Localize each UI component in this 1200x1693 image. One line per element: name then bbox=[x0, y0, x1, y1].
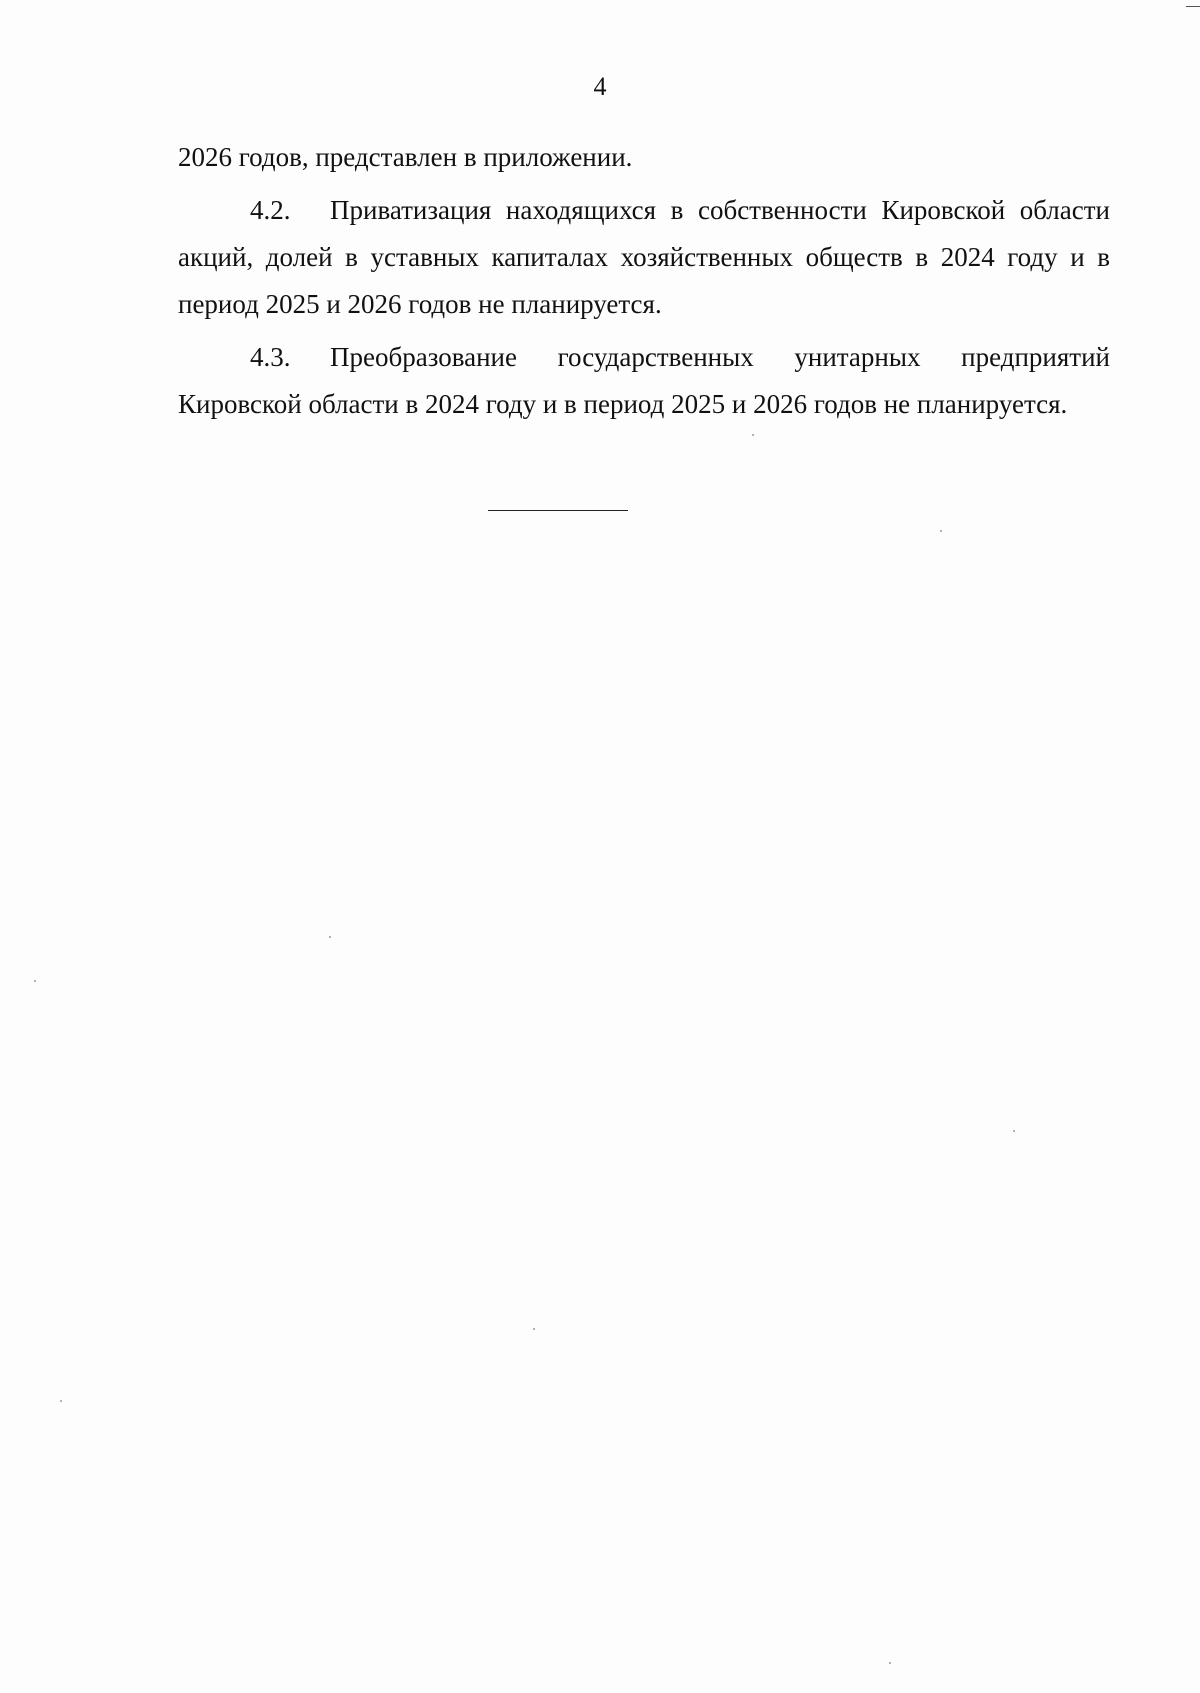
paragraph-4-3 bbox=[178, 334, 1110, 428]
scan-speck bbox=[533, 1328, 535, 1330]
scan-speck bbox=[1013, 1130, 1015, 1132]
paragraph-text: Приватизация находящихся в собственности Кировской области акций, долей в уставных капиталах хозяйственных обществ в 2024 году и в период 2025 и 2026 годов не планируется. bbox=[178, 195, 1110, 319]
scan-speck bbox=[34, 980, 36, 982]
scan-speck bbox=[329, 936, 331, 938]
paragraph-text: 2026 годов, представлен в приложении. bbox=[178, 142, 633, 172]
scan-speck bbox=[940, 530, 942, 532]
end-of-text-rule bbox=[488, 510, 628, 511]
paragraph-text: Преобразование государственных унитарных предприятий Кировской области в 2024 году и в период 2025 и 2026 годов не планируется. bbox=[178, 342, 1110, 419]
paragraph-number: 4.2. bbox=[250, 195, 291, 225]
scan-speck bbox=[889, 1662, 891, 1664]
paragraph-continuation bbox=[178, 134, 1110, 181]
scan-speck bbox=[752, 434, 754, 436]
scan-corner-mark bbox=[1186, 6, 1200, 7]
document-body bbox=[178, 134, 1110, 428]
paragraph-number: 4.3. bbox=[250, 342, 291, 372]
paragraph-4-2 bbox=[178, 187, 1110, 328]
page-number: 4 bbox=[593, 72, 607, 101]
scan-speck bbox=[60, 1400, 62, 1402]
